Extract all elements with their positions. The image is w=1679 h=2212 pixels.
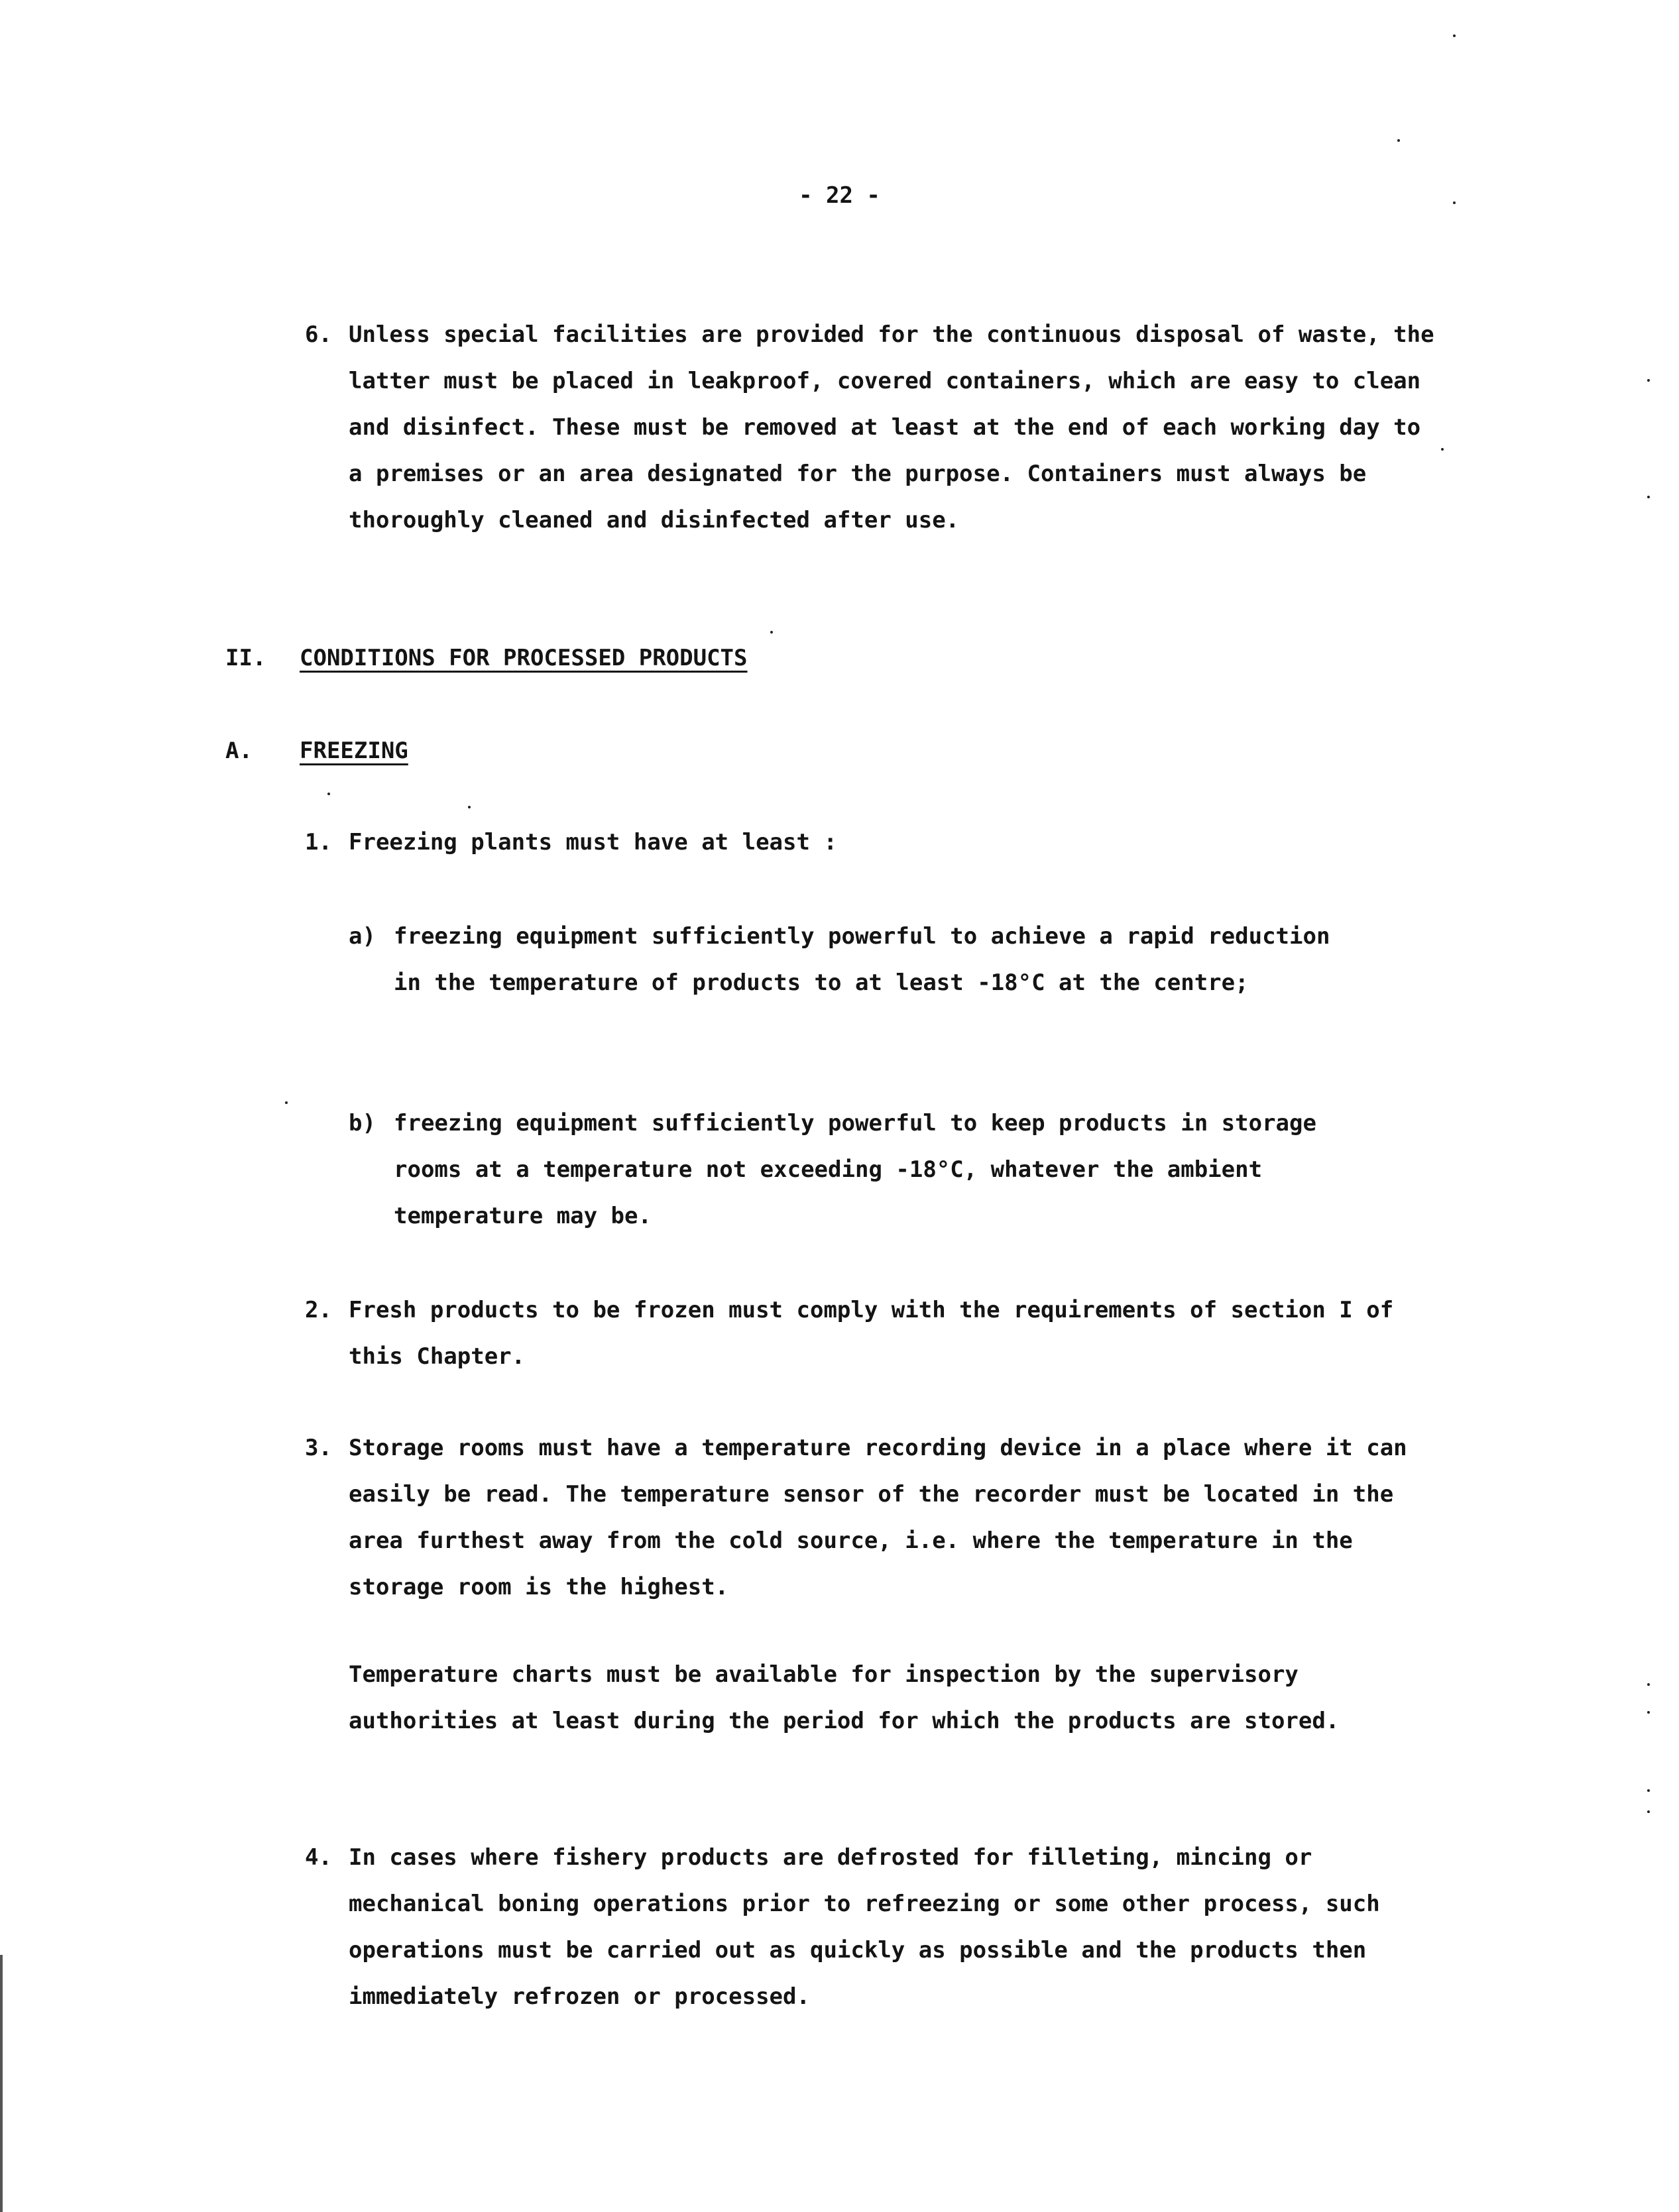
- page-number: - 22 -: [799, 182, 880, 209]
- scan-edge-line: [0, 1955, 3, 2212]
- section-title: CONDITIONS FOR PROCESSED PRODUCTS: [300, 645, 748, 671]
- scan-speck: [1647, 379, 1650, 382]
- section-label: II.: [225, 645, 266, 671]
- item-3: [305, 1425, 1436, 1610]
- scan-speck: [1647, 1711, 1650, 1714]
- item-number: 6.: [305, 321, 332, 348]
- scan-speck: [1453, 201, 1456, 204]
- item-text: Fresh products to be frozen must comply with the requirements of section I of this Chapter.: [349, 1297, 1394, 1370]
- sub-item-text: freezing equipment sufficiently powerful to keep products in storage rooms at a temperature not exceeding -18°C, whatever the ambient temperature may be.: [394, 1110, 1316, 1229]
- item-4: [305, 1834, 1436, 2020]
- sub-item-text: freezing equipment sufficiently powerful to achieve a rapid reduction in the temperature of products to at least -18°C at the centre;: [394, 923, 1330, 996]
- item-number: 1.: [305, 829, 332, 856]
- scan-speck: [1453, 34, 1456, 37]
- scan-speck: [285, 1101, 288, 1104]
- item-text: Unless special facilities are provided for the continuous disposal of waste, the latter must be placed in leakproof, covered containers, which are easy to clean and disinfect. These must be removed at least at the end of each working day to a premises or an area designated for the purpose. Containers must always be thoroughly cleaned and disinfected after use.: [349, 321, 1434, 533]
- item-3-paragraph-2: Temperature charts must be available for inspection by the supervisory authorities at least during the period for which the products are stored.: [349, 1661, 1340, 1734]
- scan-speck: [327, 793, 330, 795]
- scan-speck: [1647, 1810, 1650, 1813]
- sub-item-letter: b): [349, 1110, 376, 1136]
- subsection-heading: [225, 728, 408, 774]
- item-1: [305, 819, 1436, 865]
- scan-speck: [770, 631, 773, 634]
- item-2: [305, 1287, 1436, 1380]
- item-number: 3.: [305, 1435, 332, 1461]
- scan-speck: [1647, 1789, 1650, 1792]
- scan-speck: [1647, 1683, 1650, 1686]
- scan-speck: [1397, 139, 1400, 142]
- sub-item-b: [349, 1100, 1355, 1239]
- item-text: Storage rooms must have a temperature recording device in a place where it can easily be read. The temperature sensor of the recorder must be located in the area furthest away from the cold source, i.e. where the temperature in the storage room is the highest.: [349, 1435, 1407, 1600]
- sub-item-a: [349, 913, 1355, 1006]
- sub-item-letter: a): [349, 923, 376, 950]
- scan-speck: [1441, 448, 1444, 451]
- item-number: 2.: [305, 1297, 332, 1323]
- item-text: Freezing plants must have at least :: [349, 829, 837, 856]
- subsection-title: FREEZING: [300, 738, 408, 764]
- item-number: 4.: [305, 1844, 332, 1871]
- item-text: In cases where fishery products are defrosted for filleting, mincing or mechanical boning operations prior to refreezing or some other process, such operations must be carried out as quickly as possible and the products then immediately refrozen or processed.: [349, 1844, 1380, 2010]
- subsection-label: A.: [225, 738, 253, 764]
- section-heading: [225, 635, 748, 681]
- scan-speck: [1647, 496, 1650, 498]
- item-6: [305, 311, 1436, 543]
- scan-speck: [468, 806, 471, 808]
